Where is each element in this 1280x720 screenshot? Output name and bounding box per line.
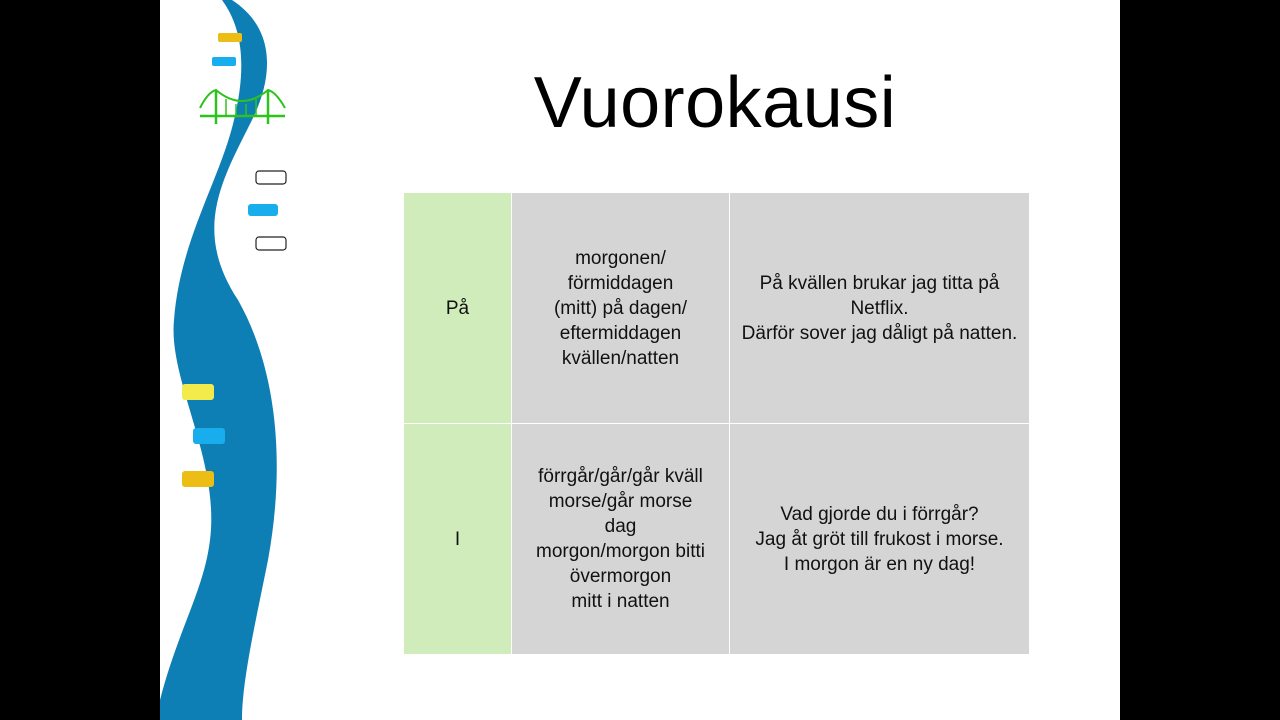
table-row — [404, 193, 1030, 424]
time-word: (mitt) på dagen/ — [553, 297, 688, 319]
time-word: dag — [604, 516, 637, 537]
marker-gold-2 — [182, 471, 214, 487]
example-cell — [730, 193, 1030, 424]
preposition-cell: I — [404, 424, 512, 655]
marker-blue-3 — [193, 428, 225, 444]
marker-gold-1 — [218, 33, 242, 42]
time-word: mitt i natten — [571, 591, 670, 612]
preposition-cell: På — [404, 193, 512, 424]
time-word: övermorgon — [569, 566, 672, 587]
marker-blue-1 — [212, 57, 236, 66]
river-shape — [160, 0, 277, 720]
time-word: morgon/morgon bitti — [536, 541, 705, 562]
preposition-table — [403, 192, 1030, 655]
example-line: Därför sover jag dåligt på natten. — [741, 322, 1018, 344]
marker-blue-2 — [248, 204, 278, 216]
example-line: I morgon är en ny dag! — [783, 553, 976, 575]
marker-outline-1 — [256, 171, 286, 184]
example-line: På kvällen brukar jag titta på — [759, 272, 1000, 294]
example-line: Jag åt gröt till frukost i morse. — [755, 528, 1004, 550]
time-word: kvällen/natten — [561, 347, 680, 369]
time-word: morse/går morse — [548, 491, 693, 512]
time-word: eftermiddagen — [559, 322, 682, 344]
time-words-cell — [512, 424, 730, 655]
marker-outline-2 — [256, 237, 286, 250]
time-word: morgonen/ — [575, 247, 666, 269]
example-line: Netflix. — [850, 297, 909, 319]
example-cell — [730, 424, 1030, 655]
table-row — [404, 424, 1030, 655]
example-line: Vad gjorde du i förrgår? — [780, 503, 979, 525]
time-word: förmiddagen — [567, 272, 674, 294]
marker-yellow-1 — [182, 384, 214, 400]
slide — [160, 0, 1120, 720]
time-word: förrgår/går/går kväll — [538, 466, 703, 487]
time-words-cell — [512, 193, 730, 424]
slide-title: Vuorokausi — [533, 63, 897, 143]
